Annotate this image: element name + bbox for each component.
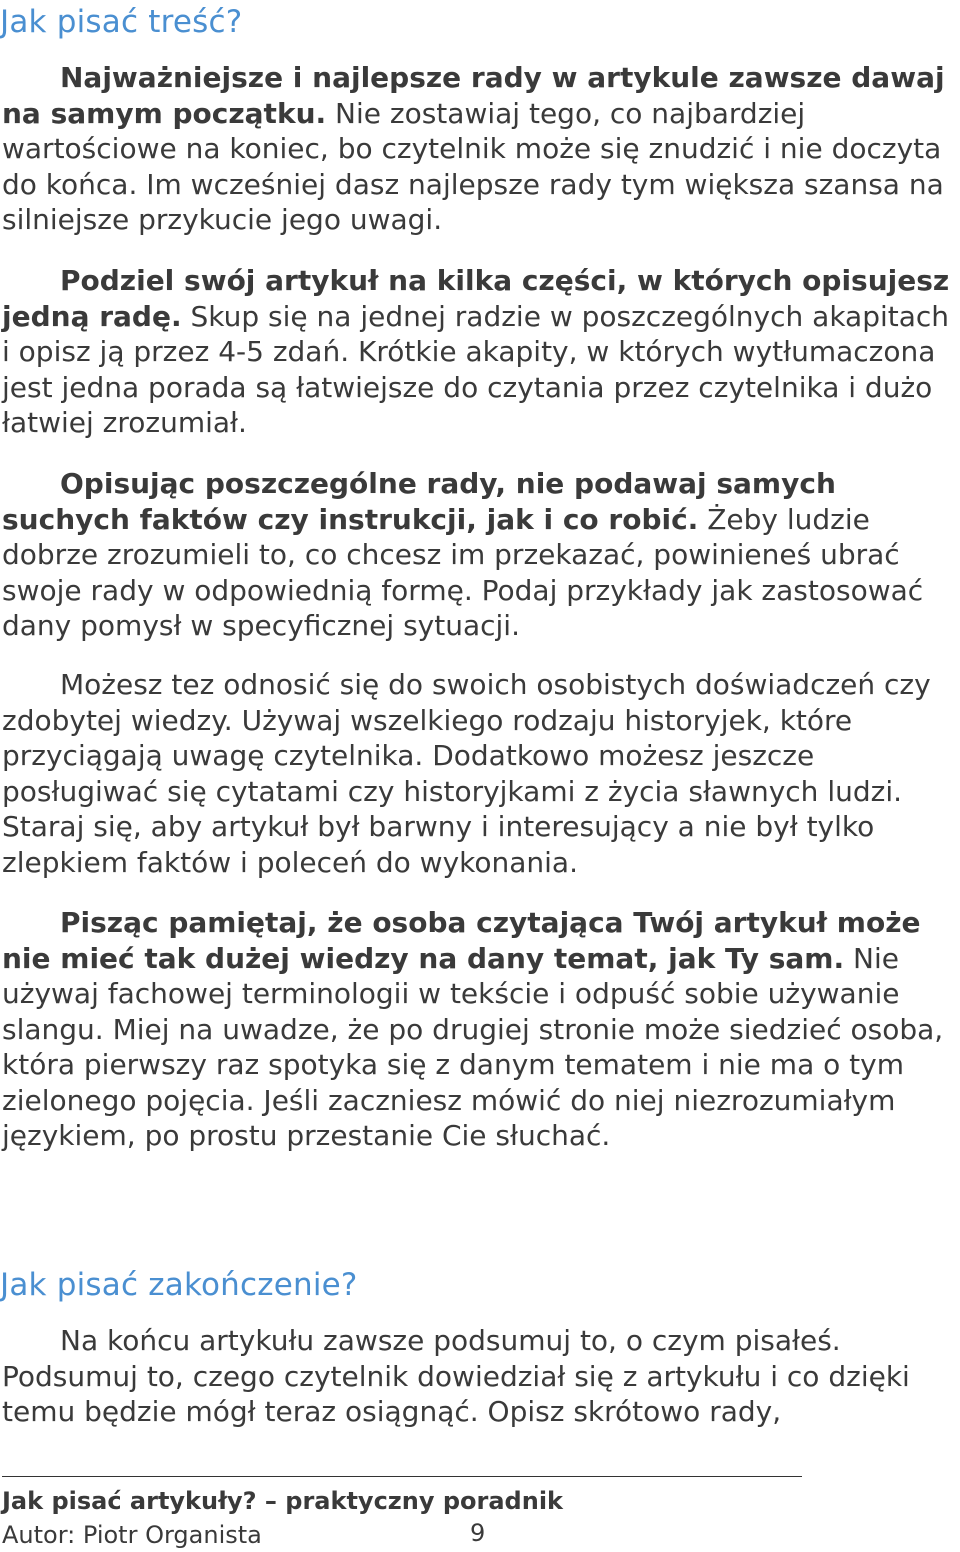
paragraph-3 [2, 466, 960, 644]
section-heading-zakonczenie: Jak pisać zakończenie? [0, 1267, 358, 1303]
paragraph-1-text: Nie zostawiaj tego, co najbardziej wartościowe na koniec, bo czytelnik może się znudzić i nie doczyta do końca. Im wcześniej dasz najlepsze rady tym większa szansa na silniejsze przykucie jego uwagi. [2, 96, 944, 236]
paragraph-3-bold: Opisując poszczególne rady, nie podawaj samych suchych faktów czy instrukcji, jak i co robić. [2, 467, 836, 536]
page-number: 9 [470, 1519, 486, 1547]
paragraph-1-bold: Najważniejsze i najlepsze rady w artykule zawsze dawaj na samym początku. [2, 61, 945, 130]
paragraph-2-text: Skup się na jednej radzie w poszczególnych akapitach i opisz ją przez 4-5 zdań. Krótkie akapity, w których wytłumaczona jest jedna porada są łatwiejsze do czytania przez czytelnika i dużo łatwiej zrozumiał. [2, 299, 950, 439]
paragraph-5-text: Nie używaj fachowej terminologii w tekście i odpuść sobie używanie slangu. Miej na uwadze, że po drugiej stronie może siedzieć osoba, która pierwszy raz spotyka się z danym tematem i nie ma o tym zielonego pojęcia. Jeśli zaczniesz mówić do niej niezrozumiałym językiem, po prostu przestanie Cie słuchać. [2, 941, 944, 1152]
footer-title: Jak pisać artykuły? – praktyczny poradnik [2, 1487, 564, 1515]
paragraph-1 [2, 60, 960, 238]
paragraph-4-text: Możesz tez odnosić się do swoich osobistych doświadczeń czy zdobytej wiedzy. Używaj wszelkiego rodzaju historyjek, które przyciągają uwagę czytelnika. Dodatkowo możesz jeszcze posługiwać się cytatami czy historyjkami z życia sławnych ludzi. Staraj się, aby artykuł był barwny i interesujący a nie był tylko zlepkiem faktów i poleceń do wykonania. [2, 668, 931, 879]
paragraph-4 [2, 667, 960, 880]
paragraph-5-bold: Pisząc pamiętaj, że osoba czytająca Twój artykuł może nie mieć tak dużej wiedzy na dany temat, jak Ty sam. [2, 906, 921, 975]
paragraph-6 [2, 1323, 960, 1430]
paragraph-6-text: Na końcu artykułu zawsze podsumuj to, o czym pisałeś. Podsumuj to, czego czytelnik dowiedział się z artykułu i co dzięki temu będzie mógł teraz osiągnąć. Opisz skrótowo rady, [2, 1324, 910, 1428]
paragraph-2 [2, 263, 960, 441]
paragraph-2-bold: Podziel swój artykuł na kilka części, w których opisujesz jedną radę. [2, 264, 950, 333]
section-heading-tresc: Jak pisać treść? [0, 4, 243, 40]
paragraph-5 [2, 905, 960, 1154]
footer-author: Autor: Piotr Organista [2, 1521, 262, 1549]
paragraph-3-text: Żeby ludzie dobrze zrozumieli to, co chcesz im przekazać, powinieneś ubrać swoje rady w odpowiednią formę. Podaj przykłady jak zastosować dany pomysł w specyficznej sytuacji. [2, 502, 924, 642]
footer-divider [2, 1476, 802, 1477]
